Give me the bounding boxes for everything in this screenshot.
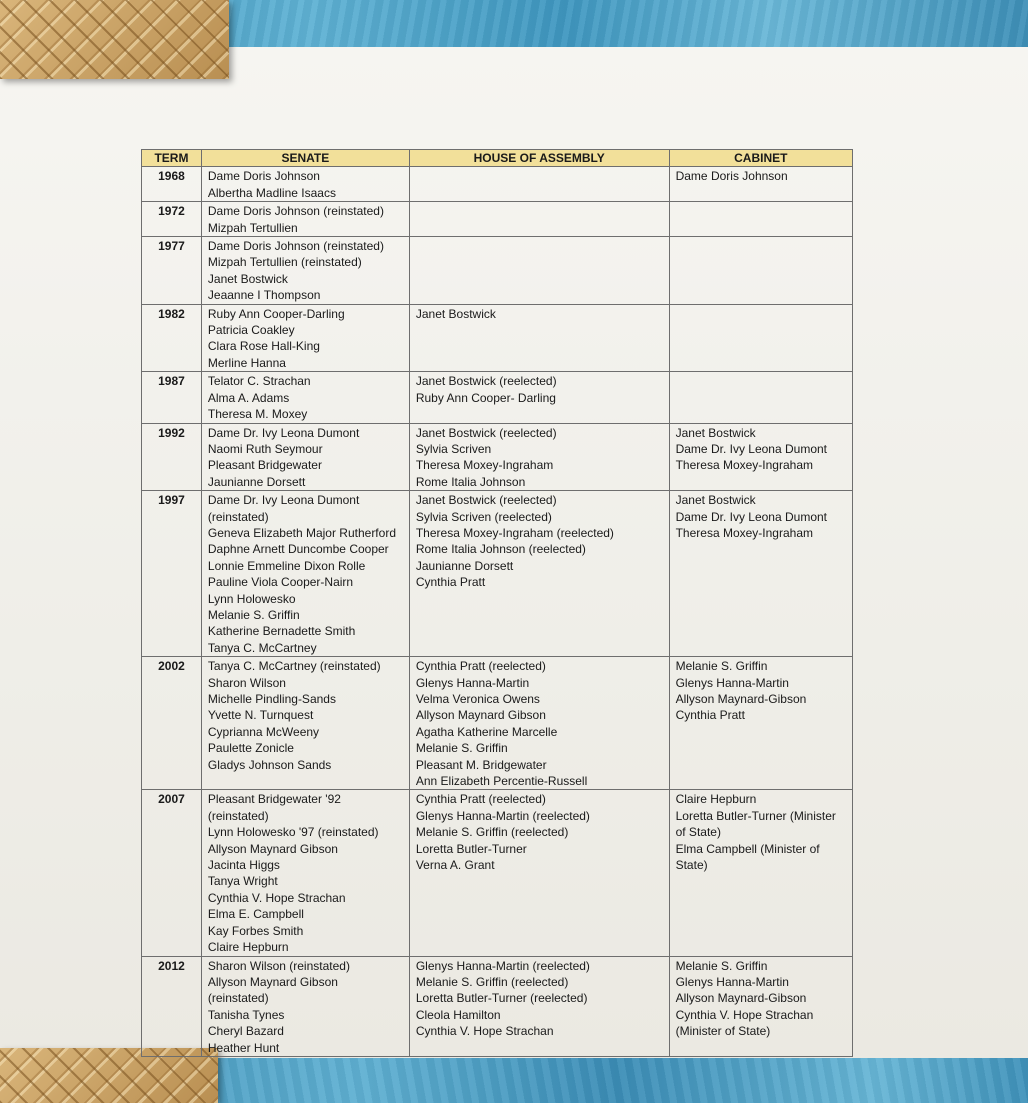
member-name: Dame Dr. Ivy Leona Dumont [207,493,360,508]
member-name: Cynthia Pratt (reelected) [415,659,546,674]
member-name: Merline Hanna [207,355,286,370]
member-name: Tanya Wright [207,874,278,889]
table-row [142,304,853,372]
member-name: Allyson Maynard Gibson [415,708,546,723]
member-name: Paulette Zonicle [207,741,294,756]
member-name: Janet Bostwick (reelected) [415,493,557,508]
member-name: Tanisha Tynes [207,1007,285,1022]
member-name: Cynthia Pratt [415,575,486,590]
table-row [142,423,853,491]
term-cell: 2002 [142,657,202,790]
member-name: Glenys Hanna-Martin (reelected) [415,958,590,973]
cabinet-cell [669,956,852,1056]
member-name: Tanya C. McCartney (reinstated) [207,659,381,674]
term-cell: 1977 [142,237,202,305]
member-name: Glenys Hanna-Martin (reelected) [415,808,590,823]
member-name: Dame Doris Johnson [207,169,320,184]
senate-cell [201,423,409,491]
senate-cell [201,202,409,237]
member-name: (reinstated) [207,991,269,1006]
member-name: Melanie S. Griffin (reelected) [415,974,569,989]
member-name: (reinstated) [207,808,269,823]
cabinet-cell [669,491,852,657]
member-name: Clara Rose Hall-King [207,339,320,354]
member-name: Glenys Hanna-Martin [415,675,530,690]
member-name: Geneva Elizabeth Major Rutherford [207,525,396,540]
member-name: Janet Bostwick [415,306,496,321]
member-name: Theresa M. Moxey [207,407,308,422]
house-of-assembly-cell [409,304,669,372]
cabinet-cell [669,657,852,790]
member-name: Tanya C. McCartney [207,640,317,655]
member-name: Gladys Johnson Sands [207,757,332,772]
term-cell: 2007 [142,790,202,956]
term-cell: 1972 [142,202,202,237]
member-name: Janet Bostwick [675,493,756,508]
member-name: Dame Dr. Ivy Leona Dumont [675,509,827,524]
member-name: (Minister of State) [675,1024,771,1039]
member-name: Ruby Ann Cooper- Darling [415,390,556,405]
member-name: Melanie S. Griffin [207,607,300,622]
table-row [142,237,853,305]
member-name: Cyprianna McWeeny [207,724,320,739]
women-in-parliament-table [141,149,853,1057]
cabinet-cell [669,167,852,202]
table-row [142,790,853,956]
house-of-assembly-cell [409,491,669,657]
member-name: Janet Bostwick [675,425,756,440]
cabinet-cell [669,304,852,372]
member-name: Melanie S. Griffin [675,958,768,973]
member-name: Melanie S. Griffin (reelected) [415,825,569,840]
term-cell: 1992 [142,423,202,491]
member-name: Telator C. Strachan [207,374,311,389]
senate-cell [201,790,409,956]
senate-cell [201,657,409,790]
member-name: Janet Bostwick (reelected) [415,425,557,440]
cabinet-cell [669,237,852,305]
table-row [142,372,853,423]
member-name: Janet Bostwick [207,271,288,286]
member-name: (reinstated) [207,509,269,524]
member-name: Loretta Butler-Turner (Minister of State) [675,808,836,840]
member-name: Lynn Holowesko '97 (reinstated) [207,825,379,840]
member-name: Allyson Maynard Gibson [207,974,338,989]
member-name: Heather Hunt [207,1040,280,1055]
member-name: Jaunianne Dorsett [415,558,514,573]
member-name: Pauline Viola Cooper-Nairn [207,575,354,590]
cabinet-cell [669,790,852,956]
member-name: Agatha Katherine Marcelle [415,724,558,739]
term-cell: 1997 [142,491,202,657]
member-name: Elma Campbell (Minister of State) [675,841,820,873]
table-row [142,202,853,237]
member-name: Lonnie Emmeline Dixon Rolle [207,558,366,573]
senate-cell [201,167,409,202]
member-name: Glenys Hanna-Martin [675,675,789,690]
member-name: Sylvia Scriven [415,441,492,456]
member-name: Dame Dr. Ivy Leona Dumont [207,425,360,440]
member-name: Jacinta Higgs [207,858,280,873]
member-name: Sharon Wilson (reinstated) [207,958,350,973]
member-name: Theresa Moxey-Ingraham [675,525,813,540]
member-name: Cynthia V. Hope Strachan [207,890,346,905]
house-of-assembly-cell [409,167,669,202]
member-name: Cynthia V. Hope Strachan [415,1024,554,1039]
member-name: Loretta Butler-Turner [415,841,527,856]
member-name: Jeaanne I Thompson [207,288,321,303]
member-name: Sylvia Scriven (reelected) [415,509,552,524]
house-of-assembly-cell [409,657,669,790]
member-name: Albertha Madline Isaacs [207,185,336,200]
member-name: Rome Italia Johnson (reelected) [415,542,586,557]
member-name: Theresa Moxey-Ingraham (reelected) [415,525,614,540]
house-of-assembly-cell [409,790,669,956]
member-name: Michelle Pindling-Sands [207,692,336,706]
member-name: Pleasant Bridgewater '92 [207,792,341,807]
member-name: Theresa Moxey-Ingraham [415,458,554,473]
senate-cell [201,956,409,1056]
senate-cell [201,491,409,657]
member-name: Pleasant M. Bridgewater [415,757,547,772]
member-name: Rome Italia Johnson [415,474,526,489]
member-name: Theresa Moxey-Ingraham [675,458,813,473]
member-name: Ann Elizabeth Percentie-Russell [415,774,588,789]
header-cabinet: CABINET [669,150,852,167]
member-name: Mizpah Tertullien [207,220,298,235]
member-name: Pleasant Bridgewater [207,458,322,473]
header-term: TERM [142,150,202,167]
table-body [142,167,853,1057]
member-name: Patricia Coakley [207,323,295,338]
member-name: Sharon Wilson [207,675,286,690]
member-name: Yvette N. Turnquest [207,708,314,723]
member-name: Cynthia Pratt (reelected) [415,792,546,807]
member-name: Naomi Ruth Seymour [207,441,323,456]
member-name: Elma E. Campbell [207,907,304,922]
member-name: Cleola Hamilton [415,1007,501,1022]
member-name: Glenys Hanna-Martin [675,974,789,989]
table-header-row [142,150,853,167]
member-name: Melanie S. Griffin [415,741,508,756]
woven-straw-corner-top [0,0,229,79]
member-name: Claire Hepburn [675,792,757,807]
cabinet-cell [669,202,852,237]
header-house-of-assembly: HOUSE OF ASSEMBLY [409,150,669,167]
member-name: Lynn Holowesko [207,591,296,606]
cabinet-cell [669,372,852,423]
member-name: Dame Doris Johnson [675,169,788,184]
table-row [142,491,853,657]
house-of-assembly-cell [409,956,669,1056]
member-name: Allyson Maynard Gibson [207,841,338,856]
member-name: Daphne Arnett Duncombe Cooper [207,542,389,557]
member-name: Melanie S. Griffin [675,659,768,674]
house-of-assembly-cell [409,202,669,237]
term-cell: 1987 [142,372,202,423]
senate-cell [201,372,409,423]
cabinet-cell [669,423,852,491]
term-cell: 1982 [142,304,202,372]
member-name: Cheryl Bazard [207,1024,284,1039]
member-name: Allyson Maynard-Gibson [675,692,807,706]
member-name: Cynthia V. Hope Strachan [675,1007,814,1022]
senate-cell [201,237,409,305]
member-name: Dame Doris Johnson (reinstated) [207,204,384,219]
term-cell: 1968 [142,167,202,202]
table-row [142,657,853,790]
member-name: Cynthia Pratt [675,708,745,723]
header-senate: SENATE [201,150,409,167]
house-of-assembly-cell [409,423,669,491]
table-row [142,167,853,202]
member-name: Katherine Bernadette Smith [207,624,356,639]
member-name: Verna A. Grant [415,858,495,873]
member-name: Kay Forbes Smith [207,923,304,938]
member-name: Alma A. Adams [207,390,290,405]
term-cell: 2012 [142,956,202,1056]
member-name: Velma Veronica Owens [415,692,540,706]
house-of-assembly-cell [409,237,669,305]
table-row [142,956,853,1056]
member-name: Claire Hepburn [207,940,289,955]
member-name: Dame Doris Johnson (reinstated) [207,239,384,254]
member-name: Mizpah Tertullien (reinstated) [207,255,362,270]
member-name: Allyson Maynard-Gibson [675,991,807,1006]
member-name: Dame Dr. Ivy Leona Dumont [675,441,827,456]
member-name: Loretta Butler-Turner (reelected) [415,991,588,1006]
member-name: Janet Bostwick (reelected) [415,374,557,389]
member-name: Jaunianne Dorsett [207,474,306,489]
house-of-assembly-cell [409,372,669,423]
senate-cell [201,304,409,372]
member-name: Ruby Ann Cooper-Darling [207,306,345,321]
